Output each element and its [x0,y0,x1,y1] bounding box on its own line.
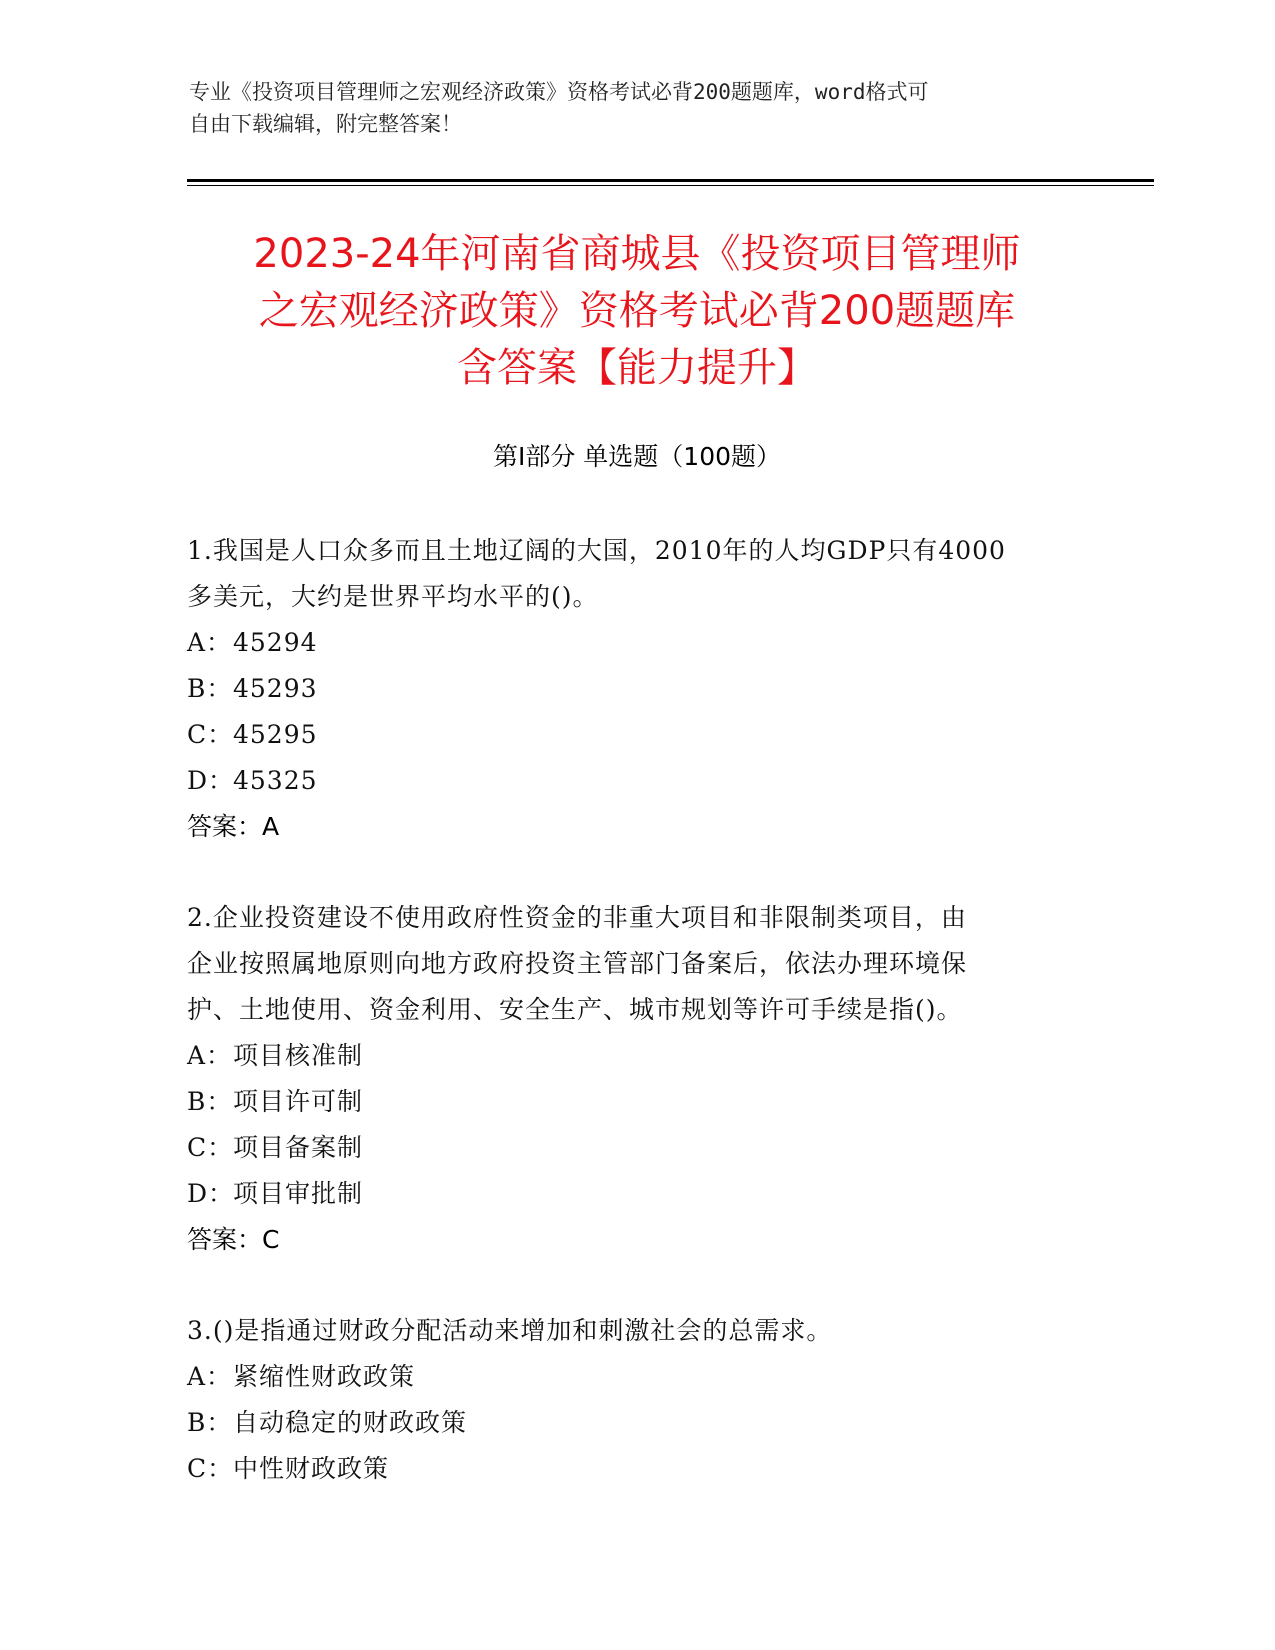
option-label: A： [187,1041,233,1070]
header-divider-thick [187,179,1154,182]
question-stem-line: 企业按照属地原则向地方政府投资主管部门备案后，依法办理环境保 [187,949,968,978]
option-label: C： [187,1133,234,1162]
option-text: 紧缩性财政政策 [233,1362,416,1391]
option-text: 45295 [233,720,318,749]
option-text: 45293 [233,674,318,703]
question-stem-line: 1.我国是人口众多而且土地辽阔的大国，2010年的人均GDP只有4000 [187,536,1006,565]
option-text: 45294 [233,628,318,657]
question-1 [187,528,1087,850]
option-label: B： [187,674,233,703]
option-c [187,712,1087,758]
question-3 [187,1308,1087,1492]
document-title [187,226,1087,397]
option-text: 自动稳定的财政政策 [233,1408,468,1437]
option-d [187,1171,1087,1217]
header-note-line-1: 专业《投资项目管理师之宏观经济政策》资格考试必背200题题库，word格式可 [189,80,929,104]
option-label: A： [187,628,233,657]
option-a [187,1354,1087,1400]
question-2 [187,895,1087,1263]
question-stem-line: 护、土地使用、资金利用、安全生产、城市规划等许可手续是指()。 [187,995,963,1024]
option-b [187,1400,1087,1446]
header-note-line-2: 自由下载编辑，附完整答案！ [189,112,462,136]
option-a [187,1033,1087,1079]
option-c [187,1446,1087,1492]
question-list [187,528,1087,1537]
option-text: 项目许可制 [233,1087,364,1116]
option-label: D： [187,1179,235,1208]
answer-line: 答案：C [187,1225,280,1254]
option-b [187,1079,1087,1125]
section-title: 第Ⅰ部分 单选题（100题） [492,442,782,471]
option-text: 45325 [233,766,318,795]
question-stem-line: 3.()是指通过财政分配活动来增加和刺激社会的总需求。 [187,1316,833,1345]
document-title-line-2: 之宏观经济政策》资格考试必背200题题库 [258,288,1016,334]
option-a [187,620,1087,666]
question-stem-line: 多美元，大约是世界平均水平的()。 [187,582,599,611]
option-text: 项目备案制 [233,1133,364,1162]
option-label: B： [187,1087,233,1116]
option-text: 中性财政政策 [233,1454,390,1483]
document-title-line-3: 含答案【能力提升】 [457,345,817,391]
option-label: D： [187,766,235,795]
option-label: B： [187,1408,233,1437]
option-label: C： [187,720,234,749]
option-text: 项目核准制 [233,1041,364,1070]
option-label: A： [187,1362,233,1391]
document-title-line-1: 2023-24年河南省商城县《投资项目管理师 [253,231,1021,277]
option-b [187,666,1087,712]
option-text: 项目审批制 [233,1179,364,1208]
option-c [187,1125,1087,1171]
header-divider-thin [187,185,1154,186]
question-stem-line: 2.企业投资建设不使用政府性资金的非重大项目和非限制类项目，由 [187,903,967,932]
option-label: C： [187,1454,234,1483]
option-d [187,758,1087,804]
document-header-note [189,76,1069,140]
answer-line: 答案：A [187,812,280,841]
